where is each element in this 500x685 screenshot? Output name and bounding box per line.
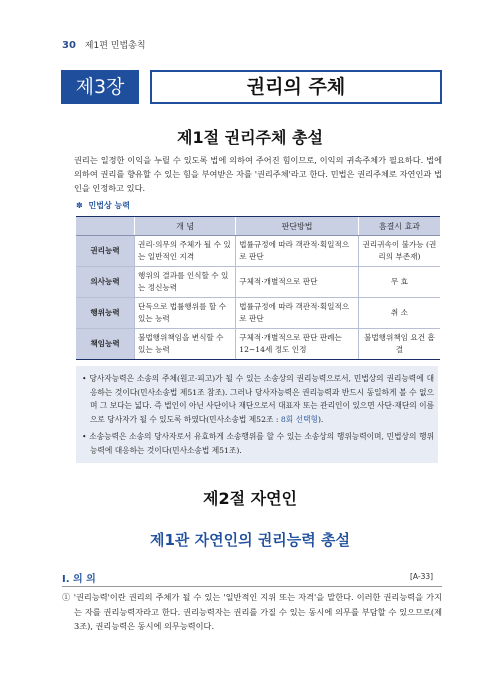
note-text: • 소송능력은 소송의 당사자로서 유효하게 소송행위를 할 수 있는 소송상의 행위능력이며, 민법상의 행위능력에 대응하는 것이다(민사소송법 제51조).	[82, 432, 434, 455]
body-paragraph: ① '권리능력'이란 권리의 주체가 될 수 있는 '일반적인 지위 또는 자격'을 말한다. 이러한 권리능력을 가지는 자를 권리능력자라고 한다. 권리능력자는 권리를 가질 수 있는 동시에 의무를 부담할 수 있으므로(제3조), 권리능력은 동시에 의무능력이다.	[62, 592, 442, 631]
table-header-effect: 흠결시 효과	[358, 217, 440, 236]
part-title: 제1편 민법총칙	[84, 41, 146, 51]
cell-method: 법률규정에 따라 객관적·획일적으로 판단	[236, 298, 359, 329]
table-row	[76, 236, 440, 267]
table-row	[76, 329, 440, 360]
table-row	[76, 267, 440, 298]
cell-method: 법률규정에 따라 객관적·획일적으로 판단	[236, 236, 359, 267]
table-caption	[76, 200, 130, 211]
table-header-row	[76, 217, 440, 236]
note-tail: ).	[317, 414, 324, 424]
reference-code: [A-33]	[410, 572, 434, 581]
part-heading: Ⅰ. 의 의	[62, 574, 96, 585]
cell-concept: 단독으로 법률행위를 할 수 있는 능력	[135, 298, 236, 329]
exam-reference: 8회 선택형	[280, 414, 318, 424]
intro-paragraph: 권리는 일정한 이익을 누릴 수 있도록 법에 의하여 주어진 힘이므로, 이익의 귀속주체가 필요하다. 법에 의하여 권리를 향유할 수 있는 힘을 부여받은 자를 '권리주체'라고 한다. 민법은 권리주체로 자연인과 법인을 인정하고 있다.	[74, 155, 442, 193]
row-heading: 권리능력	[76, 236, 135, 267]
cell-effect: 무 효	[358, 267, 440, 298]
cell-effect: 취 소	[358, 298, 440, 329]
table-header-method: 판단방법	[236, 217, 359, 236]
note-text: • 당사자능력은 소송의 주체(원고·피고)가 될 수 있는 소송상의 권리능력으로서, 민법상의 권리능력에 대응하는 것이다(민사소송법 제51조 참조). 그러나 당사자능력은 권리능력과 반드시 동일하게 볼 수 없으며 그 보다는 넓다. 즉 법인이 아닌 사단이나 재단으로서 대표자 또는 관리인이 있으면 사단·재단의 이름으로 당사자가 될 수 있도록 하였다(민사소송법 제52조 :	[82, 374, 434, 424]
cell-effect: 권리귀속이 불가능 (권리의 부존재)	[358, 236, 440, 267]
table-header-concept: 개 념	[135, 217, 236, 236]
cell-concept: 행위의 결과를 인식할 수 있는 정신능력	[135, 267, 236, 298]
note-item	[82, 430, 434, 457]
section-title: 제2절 자연인	[203, 489, 297, 508]
cell-method: 구체적·개별적으로 판단	[236, 267, 359, 298]
star-icon: ✽	[76, 201, 83, 210]
chapter-label: 제3장	[61, 70, 139, 104]
running-header	[62, 38, 146, 51]
table-header-blank	[76, 217, 135, 236]
cell-concept: 불법행위책임을 변식할 수 있는 능력	[135, 329, 236, 360]
capacity-table	[76, 216, 440, 360]
row-heading: 행위능력	[76, 298, 135, 329]
cell-effect: 불법행위책임 요건 흠결	[358, 329, 440, 360]
note-item	[82, 372, 434, 426]
note-box	[76, 366, 438, 463]
table-row	[76, 298, 440, 329]
row-heading: 의사능력	[76, 267, 135, 298]
page-number: 30	[62, 40, 76, 51]
cell-method: 구체적·개별적으로 판단 판례는 12~14세 정도 인정	[236, 329, 359, 360]
table-caption-text: 민법상 능력	[88, 201, 130, 210]
row-heading: 책임능력	[76, 329, 135, 360]
cell-concept: 권리·의무의 주체가 될 수 있는 일반적인 지격	[135, 236, 236, 267]
divider	[62, 586, 442, 587]
section-title: 제1절 권리주체 총설	[177, 128, 323, 147]
subsection-title: 제1관 자연인의 권리능력 총설	[150, 531, 350, 549]
chapter-title: 권리의 주체	[150, 70, 442, 104]
